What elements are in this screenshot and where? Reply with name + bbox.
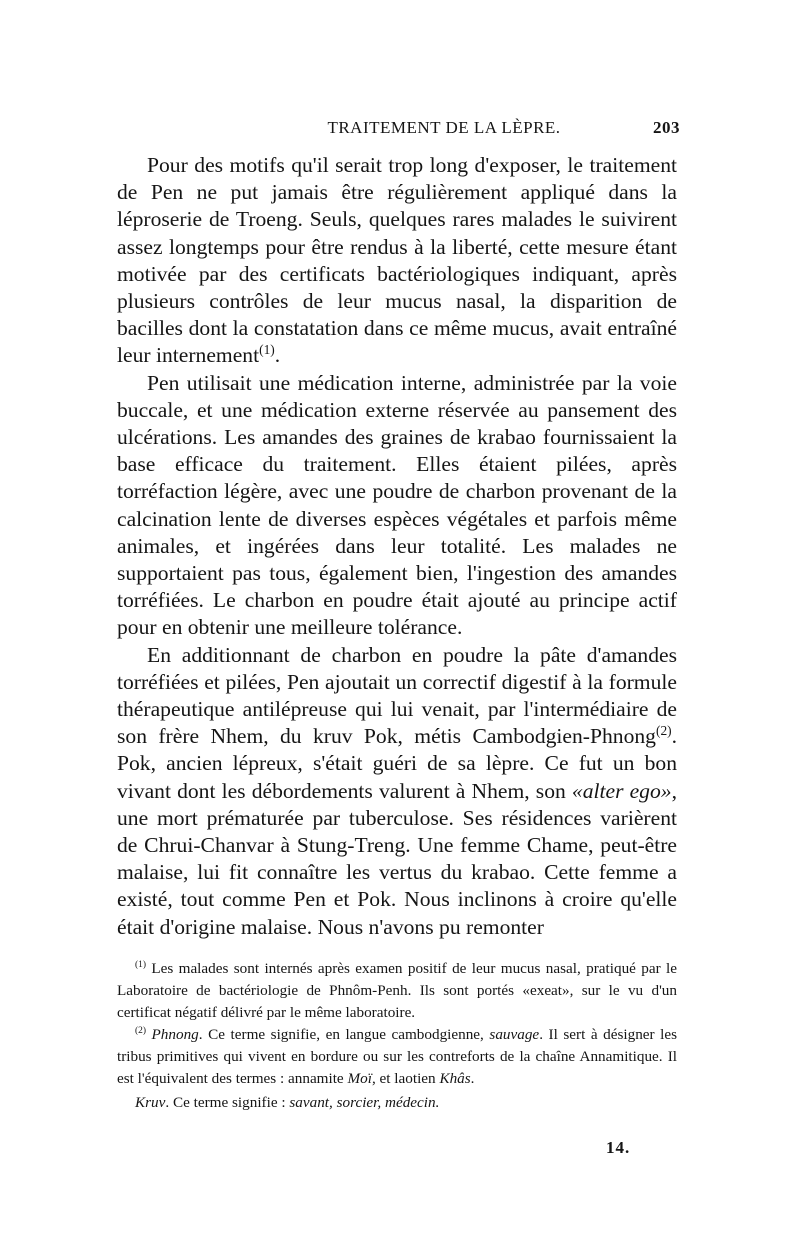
body-text bbox=[117, 152, 677, 941]
page-number: 203 bbox=[653, 118, 680, 137]
paragraph-2: Pen utilisait une médication interne, administrée par la voie buccale, et une médication externe réservée au pansement des ulcérations. Les amandes des graines de krabao fournissaient la base efficace du traitement. Elles étaient pilées, après torréfaction légère, avec une poudre de charbon provenant de la calcination lente de diverses espèces végétales et parfois même animales, et ingérées dans leur totalité. Les malades ne supportaient pas tous, également bien, l'ingestion des amandes torréfiées. Le charbon en poudre était ajouté au principe actif pour en obtenir une meilleure tolérance. bbox=[117, 370, 677, 640]
footnote-1: $^{(1)}$ Les malades sont internés après examen positif de leur mucus nasal, pratiqué par le Laboratoire de bactériologie de Phnôm-Penh. Ils sont portés «exeat», sur le vu d'un certificat négatif délivré par le même laboratoire. bbox=[117, 959, 677, 1021]
footnote-2-marker: (2) bbox=[135, 1025, 146, 1036]
footnote-3: Kruv. Ce terme signifie : savant, sorcier, médecin. bbox=[135, 1094, 440, 1111]
running-title: TRAITEMENT DE LA LÈPRE. bbox=[327, 118, 561, 137]
paragraph-1: Pour des motifs qu'il serait trop long d'exposer, le traitement de Pen ne put jamais être régulièrement appliqué dans la léproserie de Troeng. Seuls, quelques rares malades le suivirent assez longtemps pour être rendus à la liberté, cette mesure étant motivée par des certificats bactériologiques indiquant, après plusieurs contrôles de leur mucus nasal, la disparition de bacilles dont la constatation dans ce même mucus, avait entraîné leur internement$^{(1)}$. bbox=[117, 153, 677, 368]
footnote-2: $^{(2)}$ Phnong. Ce terme signifie, en langue cambodgienne, sauvage. Il sert à désigner les tribus primitives qui vivent en bordure ou sur les contreforts de la chaîne Annamitique. Il est l'équivalent des termes : annamite Moï, et laotien Khâs. bbox=[117, 1025, 678, 1087]
page-header bbox=[148, 118, 680, 142]
footnote-ref-1: (1) bbox=[259, 342, 275, 358]
footnotes bbox=[117, 958, 677, 1114]
alter-ego-phrase: «alter ego» bbox=[571, 778, 672, 803]
footnote-1-marker: (1) bbox=[135, 959, 146, 970]
footnote-3-term: Kruv bbox=[135, 1094, 166, 1111]
signature-mark: 14. bbox=[606, 1138, 631, 1157]
footnote-2-term: Phnong bbox=[151, 1026, 199, 1043]
footnote-ref-2: (2) bbox=[655, 723, 672, 739]
paragraph-3: En additionnant de charbon en poudre la pâte d'amandes torréfiées et pilées, Pen ajoutait un correctif digestif à la formule thérapeutique antilépreuse qui lui venait, par l'intermédiaire de son frère Nhem, du kruv Pok, métis Cambodgien-Phnong$^{(2)}$. Pok, ancien lépreux, s'était guéri de sa lèpre. Ce fut un bon vivant dont les débordements valurent à Nhem, son «alter ego», une mort prématurée par tuberculose. Ses résidences varièrent de Chrui-Chanvar à Stung-Treng. Une femme Chame, peut-être malaise, lui fit connaître les vertus du krabao. Cette femme a existé, tout comme Pen et Pok. Nous inclinons à croire qu'elle était d'origine malaise. Nous n'avons pu remonter bbox=[117, 642, 677, 939]
